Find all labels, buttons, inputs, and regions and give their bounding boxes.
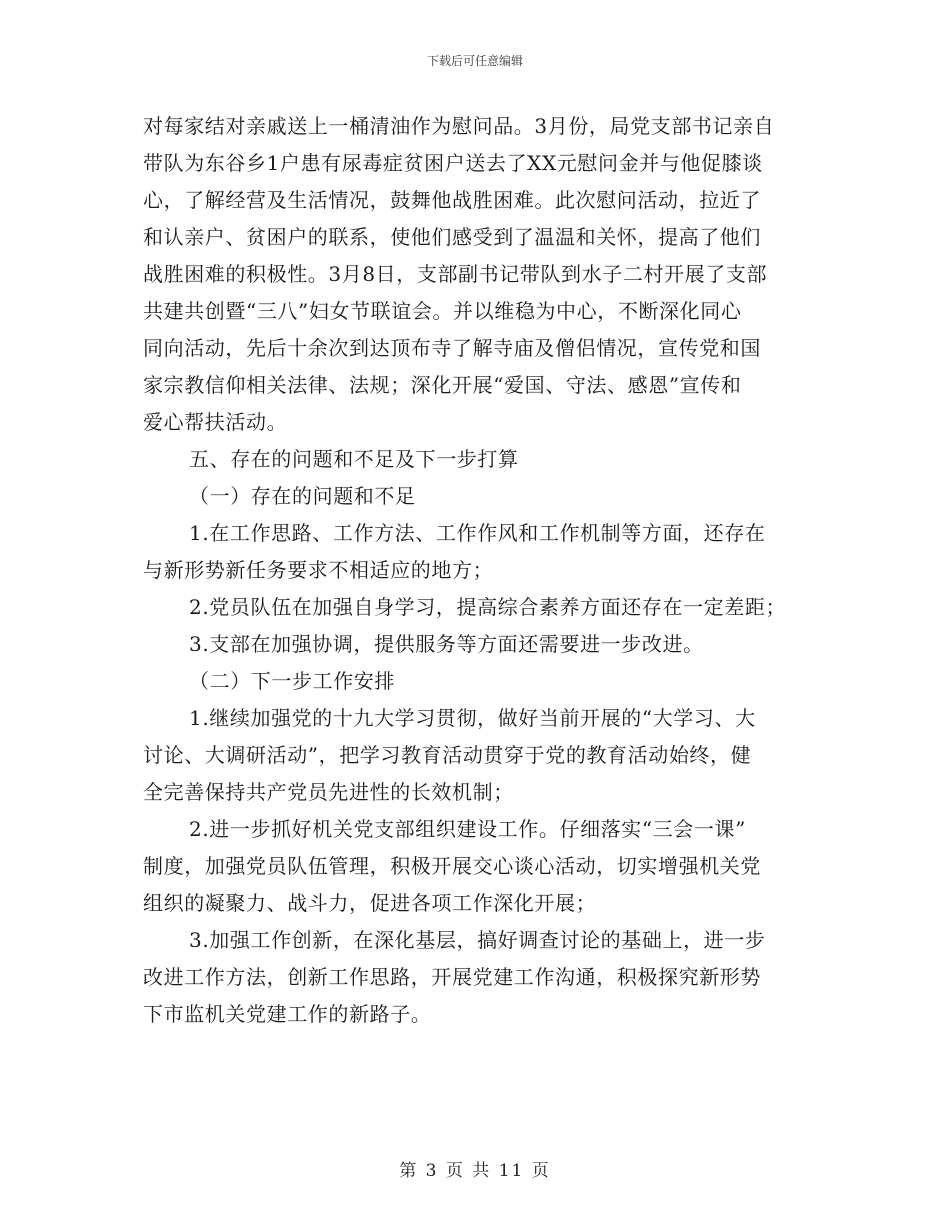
body-line: 家宗教信仰相关法律、法规；深化开展“爱国、守法、感恩”宣传和 [143, 373, 742, 397]
subsection-heading: （一）存在的问题和不足 [189, 484, 416, 508]
body-line: 爱心帮扶活动。 [143, 410, 288, 434]
body-line: 心，了解经营及生活情况，鼓舞他战胜困难。此次慰问活动，拉近了 [143, 188, 761, 212]
body-line: 对每家结对亲戚送上一桶清油作为慰问品。3月份，局党支部书记亲自 [143, 114, 775, 138]
page-number-footer: 第 3 页 共 11 页 [399, 1161, 551, 1181]
body-line: 组织的凝聚力、战斗力，促进各项工作深化开展； [143, 891, 597, 915]
subsection-heading: （二）下一步工作安排 [189, 669, 395, 693]
list-item: 3.加强工作创新，在深化基层，搞好调查讨论的基础上，进一步 [189, 928, 766, 952]
body-line: 战胜困难的积极性。3月8日，支部副书记带队到水子二村开展了支部 [143, 262, 768, 286]
list-item: 2.进一步抓好机关党支部组织建设工作。仔细落实“三会一课” [189, 817, 746, 841]
body-line: 制度，加强党员队伍管理，积极开展交心谈心活动，切实增强机关党 [143, 854, 761, 878]
document-body [143, 108, 803, 1033]
list-item: 2.党员队伍在加强自身学习，提高综合素养方面还存在一定差距； [189, 595, 787, 619]
header-note: 下载后可任意编辑 [426, 54, 523, 68]
body-line: 下市监机关党建工作的新路子。 [143, 1002, 432, 1026]
body-line: 改进工作方法，创新工作思路，开展党建工作沟通，积极探究新形势 [143, 965, 761, 989]
section-heading: 五、存在的问题和不足及下一步打算 [189, 447, 519, 471]
list-item: 1.在工作思路、工作方法、工作作风和工作机制等方面，还存在 [189, 521, 766, 545]
body-line: 和认亲户、贫困户的联系，使他们感受到了温温和关怀，提高了他们 [143, 225, 761, 249]
list-item: 1.继续加强党的十九大学习贯彻，做好当前开展的“大学习、大 [189, 706, 756, 730]
body-line: 与新形势新任务要求不相适应的地方； [143, 558, 494, 582]
body-line: 带队为东谷乡1户患有尿毒症贫困户送去了XX元慰问金并与他促膝谈 [143, 151, 763, 175]
body-line: 讨论、大调研活动”，把学习教育活动贯穿于党的教育活动始终，健 [143, 743, 752, 767]
body-line: 全完善保持共产党员先进性的长效机制； [143, 780, 514, 804]
list-item: 3.支部在加强协调，提供服务等方面还需要进一步改进。 [189, 632, 704, 656]
body-line: 同向活动，先后十余次到达顶布寺了解寺庙及僧侣情况，宣传党和国 [143, 336, 761, 360]
body-line: 共建共创暨“三八”妇女节联谊会。并以维稳为中心，不断深化同心 [143, 299, 742, 323]
